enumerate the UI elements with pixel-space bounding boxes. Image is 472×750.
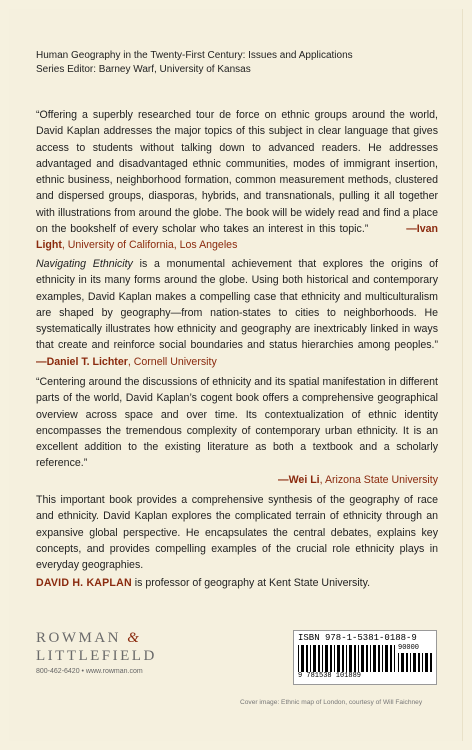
- barcode-bar: [418, 653, 420, 672]
- series-info: [36, 49, 436, 76]
- barcode-bar: [306, 645, 308, 672]
- quote-affiliation: , University of California, Los Angeles: [61, 239, 238, 252]
- barcode-bar: [378, 645, 380, 672]
- barcode-bar: [398, 653, 399, 672]
- barcode-bar: [358, 645, 359, 672]
- price-code: 90000: [398, 644, 420, 652]
- isbn-number: ISBN 978-1-5381-0188-9: [298, 633, 417, 643]
- barcode-bar: [410, 653, 411, 672]
- endorsement-li: [36, 374, 438, 488]
- barcode-bar: [354, 645, 356, 672]
- book-title: Navigating Ethnicity: [36, 258, 133, 270]
- barcode-digits: 9 781538 101889: [298, 672, 362, 680]
- isbn-barcode: [293, 630, 437, 685]
- publisher-contact: 800-462-6420 • www.rowman.com: [36, 668, 143, 675]
- barcode-bar: [310, 645, 311, 672]
- barcode-bar: [430, 653, 432, 672]
- quote-author: Daniel T. Lichter: [46, 355, 128, 368]
- publisher-ampersand: &: [127, 630, 142, 646]
- barcode-bar: [301, 645, 304, 672]
- quote-dash: —: [36, 355, 47, 368]
- barcode-bar: [342, 645, 344, 672]
- publisher-name-2: LITTLEFIELD: [36, 648, 157, 664]
- barcode-bar: [425, 653, 428, 672]
- series-title: Human Geography in the Twenty-First Century: Issues and Applications: [36, 50, 353, 61]
- author-name: DAVID H. KAPLAN: [36, 577, 132, 589]
- endorsement-lichter: [36, 256, 438, 370]
- barcode-bar: [385, 645, 388, 672]
- barcode-bar: [330, 645, 332, 672]
- barcode-bar: [361, 645, 364, 672]
- quote-author: Wei Li: [288, 473, 320, 486]
- series-editor: Series Editor: Barney Warf, University of Kansas: [36, 63, 251, 75]
- price-barcode-bars: [398, 653, 432, 672]
- barcode-bar: [298, 645, 299, 672]
- quote-text: is a monumental achievement that explores the origins of ethnicity in its many forms around the globe. Using both historical and contemporary examples, David Kaplan makes a compelling case that ethnicity and multiculturalism are shaped by geography—from nation-states to cities to neighborhoods. He systematically illustrates how ethnicity and geography are inextricably linked in ways that create and reinforce social boundaries and status hierarchies among peoples.”: [36, 258, 438, 352]
- barcode-bar: [382, 645, 383, 672]
- barcode-bar: [337, 645, 340, 672]
- barcode-bar: [406, 653, 408, 672]
- barcode-bar: [334, 645, 335, 672]
- barcode-bar: [370, 645, 371, 672]
- barcode-bar: [394, 645, 395, 672]
- barcode-bars: [298, 645, 396, 672]
- quote-author: Ivan Light: [36, 223, 438, 252]
- cover-image-credit: Cover image: Ethnic map of London, courtesy of Will Faichney: [240, 699, 423, 706]
- barcode-bar: [349, 645, 352, 672]
- quote-affiliation: , Cornell University: [127, 355, 217, 368]
- book-description: This important book provides a comprehensive synthesis of the geography of race and ethnicity. David Kaplan explores the complicated terrain of ethnicity through an expansive global perspective. He encapsulates the central debates, explains key concepts, and provides compelling examples of the crucial role ethnicity plays in everyday geographies.: [36, 494, 438, 572]
- quote-text: “Centering around the discussions of ethnicity and its spatial manifestation in different parts of the world, David Kaplan’s cogent book offers a comprehensive geographical overview across space and over time. Its contextualization of ethnic identity encompasses the tremendous complexity of contemporary urban ethnicity. It is an excellent addition to the existing literature as both a textbook and a scholarly reference.”: [36, 376, 438, 470]
- quote-dash: —: [406, 223, 417, 236]
- quote-dash: —: [278, 473, 289, 486]
- barcode-bar: [422, 653, 423, 672]
- barcode-bar: [390, 645, 392, 672]
- author-bio-text: is professor of geography at Kent State University.: [131, 577, 371, 589]
- barcode-bar: [322, 645, 323, 672]
- barcode-bar: [401, 653, 404, 672]
- barcode-bar: [318, 645, 320, 672]
- quote-attribution: [36, 472, 438, 488]
- barcode-bar: [313, 645, 316, 672]
- quote-text: “Offering a superbly researched tour de force on ethnic groups around the world, David Kaplan addresses the major topics of this subject in clear language that gives access to students without talking down to advanced readers. He addresses advantaged and disadvantaged ethnic communities, modes of immigrant insertion, ethnic business, neighborhood formation, common measurement methods, clustered and dispersed groups, diasporas, hybrids, and transnationals, pulling it all together with illustrations from around the globe. The book will be widely read and find a place on the bookshelf of every scholar who takes an interest in this topic.”: [36, 109, 438, 236]
- author-bio: [36, 577, 436, 589]
- barcode-bar: [346, 645, 347, 672]
- barcode-bar: [413, 653, 416, 672]
- quote-affiliation: , Arizona State University: [319, 473, 438, 486]
- barcode-bar: [373, 645, 376, 672]
- endorsement-light: [36, 107, 438, 254]
- publisher-logo: [36, 629, 157, 665]
- publisher-name-1: ROWMAN: [36, 630, 121, 646]
- barcode-bar: [366, 645, 368, 672]
- barcode-bar: [325, 645, 328, 672]
